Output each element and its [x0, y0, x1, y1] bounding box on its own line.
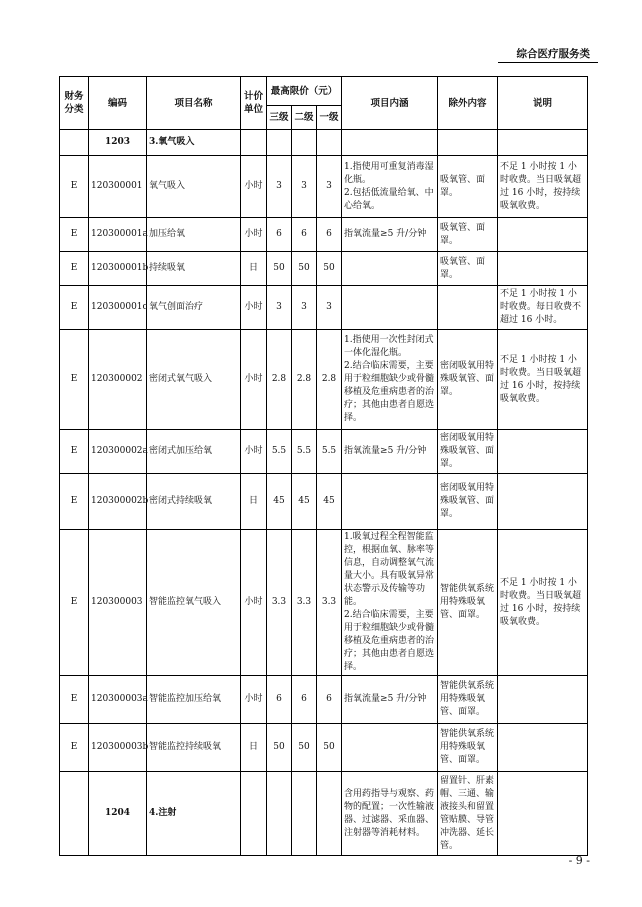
cell-p2: 3: [292, 156, 317, 218]
header-level2: 二级: [292, 106, 317, 130]
cell-category: E: [60, 474, 89, 530]
cell-category: E: [60, 252, 89, 286]
table-header-row: [60, 77, 588, 106]
cell-code: 120300002b: [89, 474, 147, 530]
cell-exclusions: 智能供氧系统用特殊吸氧管、面罩。: [438, 530, 498, 676]
cell-exclusions: 密闭吸氧用特殊吸氧管、面罩。: [438, 330, 498, 430]
table-row: [60, 330, 588, 430]
cell-p2: 6: [292, 218, 317, 252]
cell-p2: 3: [292, 286, 317, 330]
cell-unit: 日: [241, 474, 267, 530]
header-code: 编码: [89, 77, 147, 130]
table-row: [60, 474, 588, 530]
cell-exclusions: 智能供氧系统用特殊吸氧管、面罩。: [438, 724, 498, 772]
table-row: [60, 430, 588, 474]
cell-category: E: [60, 676, 89, 724]
cell-p1: 6: [317, 218, 342, 252]
cell-name: 密闭式氧气吸入: [147, 330, 241, 430]
table-row: [60, 252, 588, 286]
cell-unit: 日: [241, 252, 267, 286]
cell-code: 120300001c: [89, 286, 147, 330]
cell-notes: [498, 474, 588, 530]
cell-code: 120300002a: [89, 430, 147, 474]
cell-code: 120300003a: [89, 676, 147, 724]
section-name: 4.注射: [147, 772, 241, 856]
cell-name: 氧气吸入: [147, 156, 241, 218]
cell-name: 密闭式持续吸氧: [147, 474, 241, 530]
cell-code: 120300003: [89, 530, 147, 676]
cell-p1: 6: [317, 676, 342, 724]
cell-p1: 50: [317, 724, 342, 772]
section-name: 3.氧气吸入: [147, 130, 241, 156]
cell-category: E: [60, 218, 89, 252]
table-row: [60, 218, 588, 252]
header-name: 项目名称: [147, 77, 241, 130]
cell-content: 1.指使用可重复消毒湿化瓶。 2.包括低流量给氧、中心给氧。: [342, 156, 438, 218]
cell-unit: 小时: [241, 218, 267, 252]
cell-p3: 6: [267, 218, 292, 252]
header-level1: 一级: [317, 106, 342, 130]
cell-name: 氧气创面治疗: [147, 286, 241, 330]
cell-notes: [498, 430, 588, 474]
cell-code: 120300003b: [89, 724, 147, 772]
cell-p2: 45: [292, 474, 317, 530]
cell-exclusions: [438, 286, 498, 330]
cell-p3: 3.3: [267, 530, 292, 676]
cell-p3: 5.5: [267, 430, 292, 474]
cell-category: E: [60, 286, 89, 330]
cell-p2: 5.5: [292, 430, 317, 474]
table-row: [60, 156, 588, 218]
cell-p3: 3: [267, 156, 292, 218]
header-exclusions: 除外内容: [438, 77, 498, 130]
table-row: [60, 286, 588, 330]
cell-content: 1.指使用一次性封闭式一体化湿化瓶。 2.结合临床需要，主要用于粒细胞缺少或骨髓移植及危重病患者的治疗；其他由患者自愿选择。: [342, 330, 438, 430]
cell-unit: 小时: [241, 156, 267, 218]
page-header-title: 综合医疗服务类: [516, 48, 590, 60]
table-row: [60, 676, 588, 724]
cell-exclusions: 吸氧管、面罩。: [438, 252, 498, 286]
cell-p1: 50: [317, 252, 342, 286]
cell-category: E: [60, 156, 89, 218]
cell-unit: 日: [241, 724, 267, 772]
cell-unit: 小时: [241, 530, 267, 676]
section-content: 含用药指导与观察、药物的配置；一次性输液器、过滤器、采血器、注射器等消耗材料。: [342, 772, 438, 856]
cell-notes: [498, 218, 588, 252]
page-number: - 9 -: [568, 854, 590, 867]
cell-p3: 2.8: [267, 330, 292, 430]
cell-exclusions: 密闭吸氧用特殊吸氧管、面罩。: [438, 430, 498, 474]
cell-p3: 3: [267, 286, 292, 330]
cell-code: 120300001: [89, 156, 147, 218]
cell-name: 智能监控持续吸氧: [147, 724, 241, 772]
cell-notes: [498, 724, 588, 772]
cell-content: [342, 286, 438, 330]
header-unit: 计价单位: [241, 77, 267, 130]
cell-exclusions: 吸氧管、面罩。: [438, 218, 498, 252]
cell-p2: 6: [292, 676, 317, 724]
cell-p1: 2.8: [317, 330, 342, 430]
header-max-price: 最高限价（元）: [267, 77, 342, 106]
cell-notes: 不足 1 小时按 1 小时收费。每日收费不超过 16 小时。: [498, 286, 588, 330]
table-row: [60, 530, 588, 676]
cell-name: 智能监控氧气吸入: [147, 530, 241, 676]
cell-content: 指氧流量≥5 升/分钟: [342, 430, 438, 474]
section-code: 1204: [89, 772, 147, 856]
cell-exclusions: 密闭吸氧用特殊吸氧管、面罩。: [438, 474, 498, 530]
section-row-1204: [60, 772, 588, 856]
cell-exclusions: 吸氧管、面罩。: [438, 156, 498, 218]
header-level3: 三级: [267, 106, 292, 130]
cell-name: 加压给氧: [147, 218, 241, 252]
cell-content: 指氧流量≥5 升/分钟: [342, 218, 438, 252]
cell-content: [342, 724, 438, 772]
cell-p1: 5.5: [317, 430, 342, 474]
cell-code: 120300001a: [89, 218, 147, 252]
section-row-1203: [60, 130, 588, 156]
cell-p1: 3.3: [317, 530, 342, 676]
cell-p3: 45: [267, 474, 292, 530]
cell-category: E: [60, 724, 89, 772]
cell-content: [342, 252, 438, 286]
header-notes: 说明: [498, 77, 588, 130]
cell-content: 1.吸氧过程全程智能监控，根据血氧、脉率等信息，自动调整氧气流量大小。具有吸氧异常状态警示及传输等功能。 2.结合临床需要，主要用于粒细胞缺少或骨髓移植及危重病患者的治疗；其他由患者自愿选择。: [342, 530, 438, 676]
cell-category: E: [60, 430, 89, 474]
cell-p2: 50: [292, 252, 317, 286]
cell-exclusions: 智能供氧系统用特殊吸氧管、面罩。: [438, 676, 498, 724]
section-code: 1203: [89, 130, 147, 156]
cell-category: E: [60, 330, 89, 430]
cell-p1: 3: [317, 286, 342, 330]
cell-name: 持续吸氧: [147, 252, 241, 286]
cell-unit: 小时: [241, 676, 267, 724]
header-rule: [498, 62, 598, 63]
header-category: 财务分类: [60, 77, 89, 130]
table-row: [60, 724, 588, 772]
cell-unit: 小时: [241, 330, 267, 430]
cell-name: 智能监控加压给氧: [147, 676, 241, 724]
cell-p3: 50: [267, 252, 292, 286]
cell-notes: [498, 676, 588, 724]
section-exclusions: 留置针、肝素帽、三通、输液接头和留置管贴膜、导管冲洗器、延长管。: [438, 772, 498, 856]
cell-notes: [498, 252, 588, 286]
cell-p1: 45: [317, 474, 342, 530]
cell-p1: 3: [317, 156, 342, 218]
cell-p2: 3.3: [292, 530, 317, 676]
cell-notes: 不足 1 小时按 1 小时收费。当日吸氧超过 16 小时，按持续吸氧收费。: [498, 330, 588, 430]
fee-schedule-table: [59, 76, 588, 856]
cell-p2: 50: [292, 724, 317, 772]
cell-content: 指氧流量≥5 升/分钟: [342, 676, 438, 724]
cell-p3: 50: [267, 724, 292, 772]
cell-unit: 小时: [241, 430, 267, 474]
cell-p2: 2.8: [292, 330, 317, 430]
cell-name: 密闭式加压给氧: [147, 430, 241, 474]
header-content: 项目内涵: [342, 77, 438, 130]
cell-code: 120300001b: [89, 252, 147, 286]
cell-content: [342, 474, 438, 530]
cell-code: 120300002: [89, 330, 147, 430]
cell-p3: 6: [267, 676, 292, 724]
cell-unit: 小时: [241, 286, 267, 330]
cell-notes: 不足 1 小时按 1 小时收费。当日吸氧超过 16 小时，按持续吸氧收费。: [498, 530, 588, 676]
cell-notes: 不足 1 小时按 1 小时收费。当日吸氧超过 16 小时，按持续吸氧收费。: [498, 156, 588, 218]
cell-category: E: [60, 530, 89, 676]
